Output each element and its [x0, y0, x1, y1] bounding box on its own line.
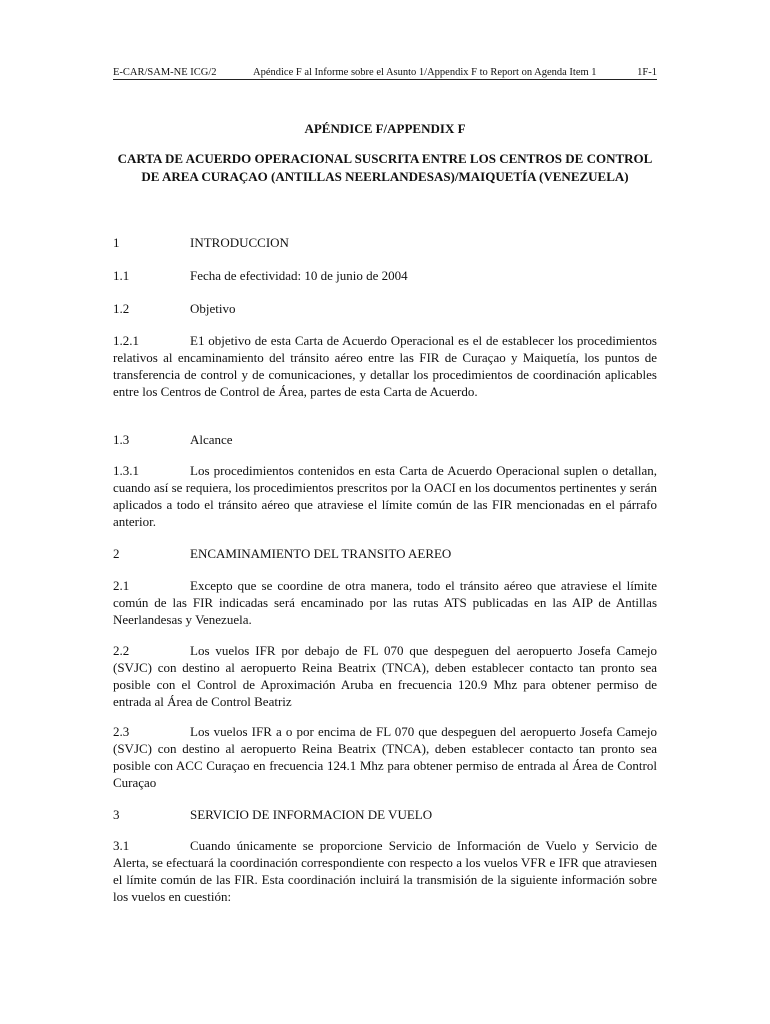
paragraph — [113, 462, 657, 530]
paragraph-text: Los procedimientos contenidos en esta Carta de Acuerdo Operacional suplen o detallan, cuando así se requiera, los procedimientos prescritos por la OACI en los documentos pertinentes y serán aplicados a todo el tránsito aéreo que atraviese el límite común de las FIR mencionadas en el párrafo anterior. — [113, 463, 657, 529]
header-page-number: 1F-1 — [637, 67, 657, 78]
paragraph-text: Los vuelos IFR por debajo de FL 070 que despeguen del aeropuerto Josefa Camejo (SVJC) con destino al aeropuerto Reina Beatrix (TNCA), deben establecer contacto tan pronto sea posible con el Control de Aproximación Aruba en frecuencia 120.9 Mhz para obtener permiso de entrada al Área de Control Beatriz — [113, 643, 657, 709]
section-title: SERVICIO DE INFORMACION DE VUELO — [190, 807, 433, 822]
paragraph-text: Cuando únicamente se proporcione Servicio de Información de Vuelo y Servicio de Alerta, se efectuará la coordinación correspondiente con respecto a los vuelos VFR e IFR que atraviesen el límite común de las FIR. Esta coordinación incluirá la transmisión de la siguiente información sobre los vuelos en cuestión: — [113, 838, 657, 904]
subsection-number: 1.3 — [113, 432, 130, 447]
header-appendix-reference: Apéndice F al Informe sobre el Asunto 1/Appendix F to Report on Agenda Item 1 — [253, 67, 597, 78]
paragraph-number: 3.1 — [113, 838, 130, 853]
section-number: 2 — [113, 546, 120, 561]
paragraph-text: E1 objetivo de esta Carta de Acuerdo Operacional es el de establecer los procedimientos relativos al encaminamiento del tránsito aéreo entre las FIR de Curaçao y Maiquetía, los puntos de transferencia de control y de comunicaciones, y detallar los procedimientos de coordinación aplicables entre los Centros de Control de Área, partes de esta Carta de Acuerdo. — [113, 333, 657, 399]
section-number: 1 — [113, 235, 120, 250]
paragraph — [113, 837, 657, 905]
document-title: CARTA DE ACUERDO OPERACIONAL SUSCRITA ENTRE LOS CENTROS DE CONTROL DE AREA CURAÇAO (ANTILLAS NEERLANDESAS)/MAIQUETÍA (VENEZUELA) — [117, 151, 653, 184]
paragraph-text: Excepto que se coordine de otra manera, todo el tránsito aéreo que atraviese el límite común de las FIR indicadas será encaminado por las rutas ATS publicadas en las AIP de Antillas Neerlandesas y Venezuela. — [113, 578, 657, 627]
paragraph-number: 1.3.1 — [113, 463, 139, 478]
paragraph-text: Los vuelos IFR a o por encima de FL 070 que despeguen del aeropuerto Josefa Camejo (SVJC) con destino al aeropuerto Reina Beatrix (TNCA), deben establecer contacto tan pronto sea posible con ACC Curaçao en frecuencia 124.1 Mhz para obtener permiso de entrada al Área de Control Curaçao — [113, 724, 657, 790]
section-title: INTRODUCCION — [190, 235, 289, 250]
subsection-title: Objetivo — [190, 301, 236, 316]
paragraph — [113, 332, 657, 400]
paragraph-number: 2.1 — [113, 578, 130, 593]
paragraph-number: 2.2 — [113, 643, 130, 658]
subsection-number: 1.1 — [113, 268, 130, 283]
subsection-title: Fecha de efectividad: 10 de junio de 2004 — [190, 268, 408, 283]
paragraph — [113, 642, 657, 710]
header-document-code: E-CAR/SAM-NE ICG/2 — [113, 67, 217, 78]
subsection-number: 1.2 — [113, 301, 130, 316]
header-divider — [113, 79, 657, 80]
section-number: 3 — [113, 807, 120, 822]
paragraph-number: 2.3 — [113, 724, 130, 739]
paragraph — [113, 723, 657, 791]
paragraph — [113, 577, 657, 628]
subsection-title: Alcance — [190, 432, 233, 447]
appendix-title: APÉNDICE F/APPENDIX F — [304, 121, 466, 136]
paragraph-number: 1.2.1 — [113, 333, 139, 348]
section-title: ENCAMINAMIENTO DEL TRANSITO AEREO — [190, 546, 452, 561]
